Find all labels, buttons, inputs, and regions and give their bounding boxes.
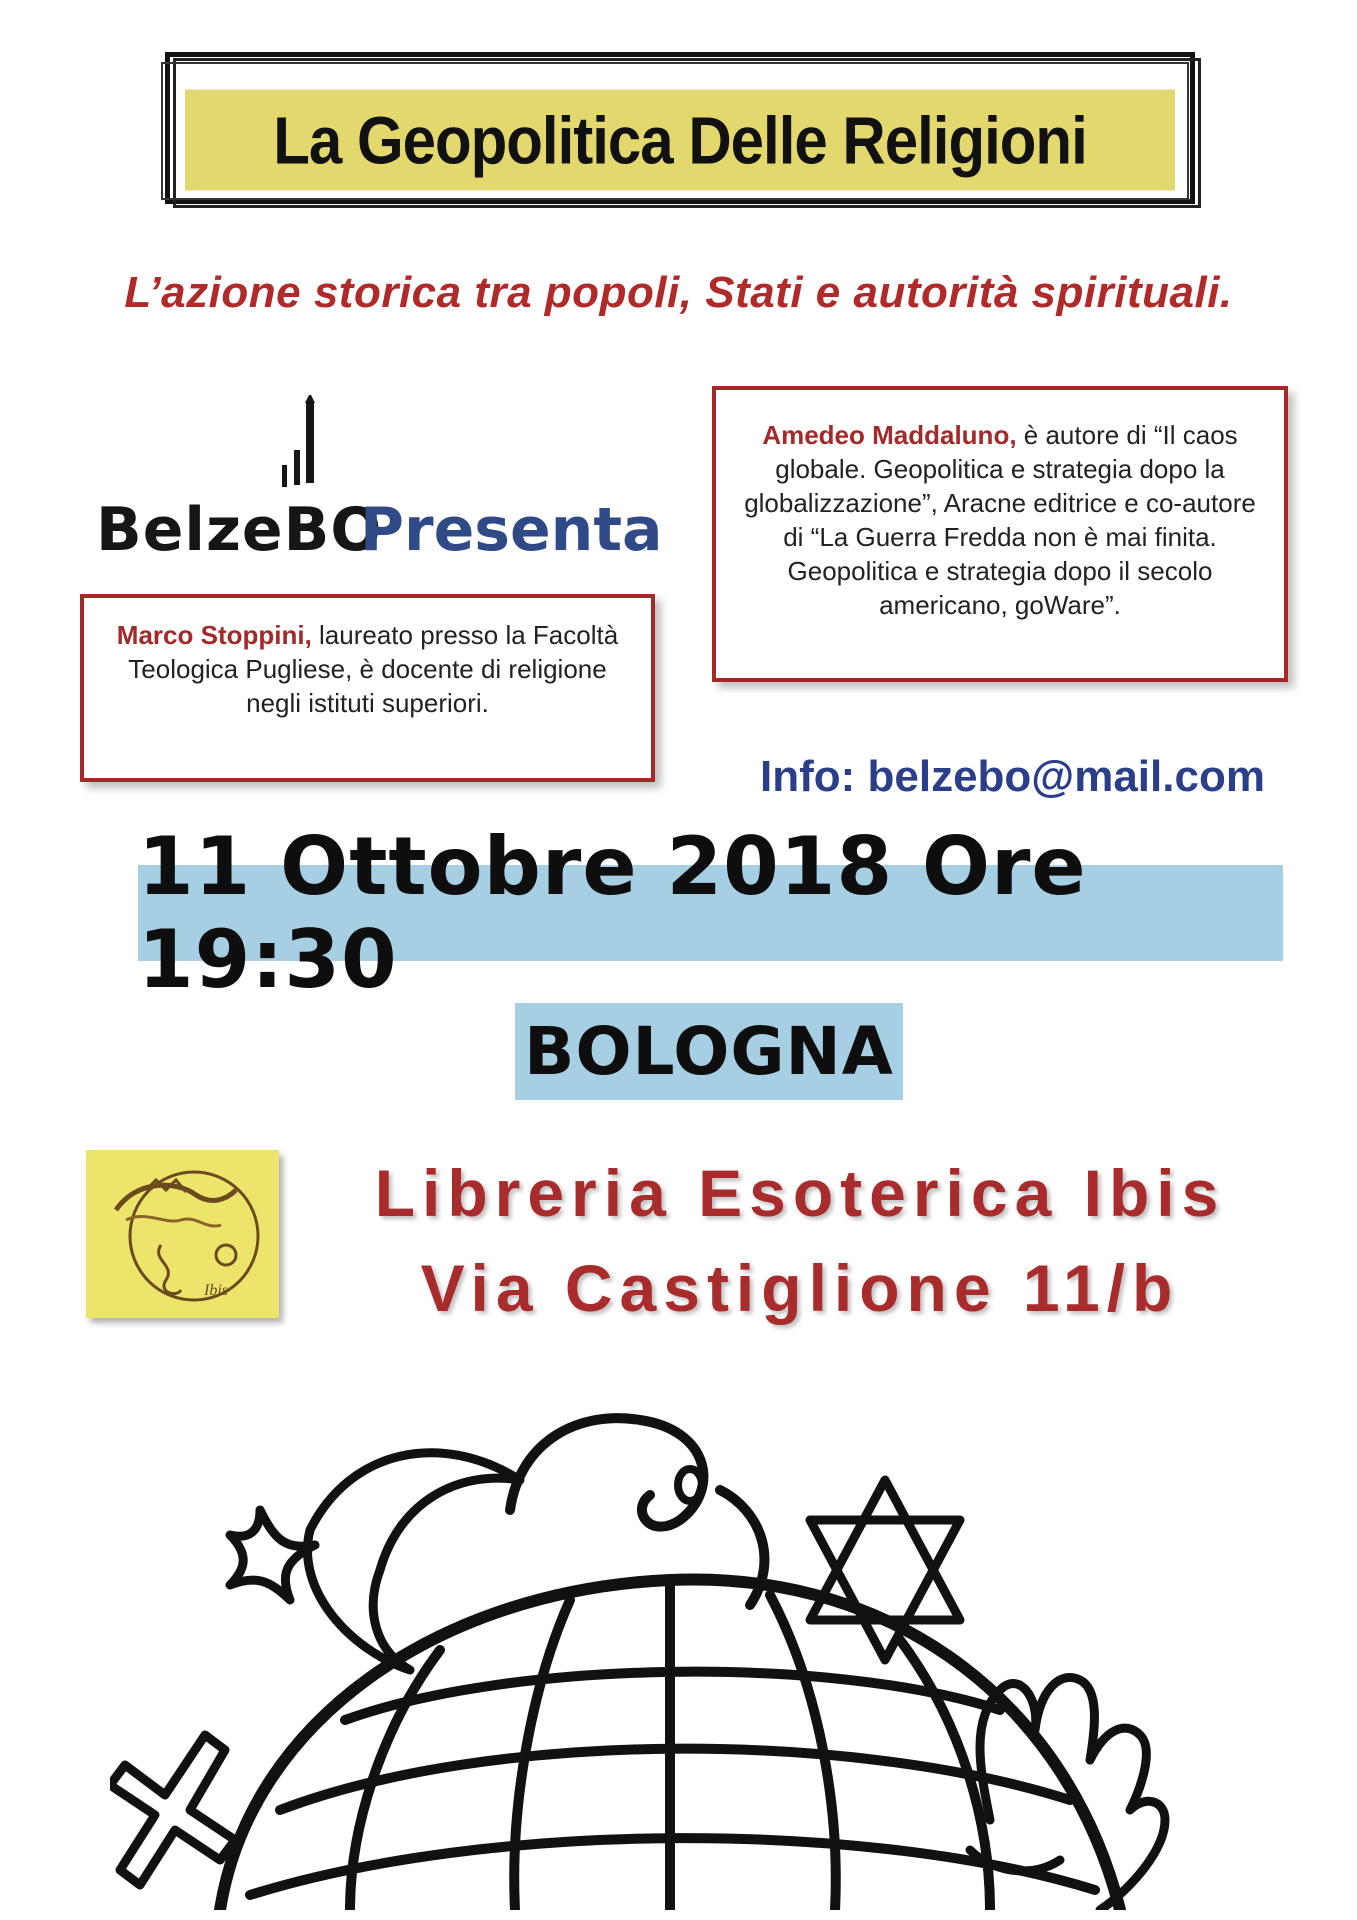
event-city: BOLOGNA [515,1003,903,1100]
crescent-icon [308,1453,520,1670]
ibis-logo-text: Ibis [204,1282,228,1299]
star-of-david-icon [810,1480,960,1660]
speaker-bio-maddaluno [712,386,1288,682]
logo-presenta: Presenta [360,495,663,565]
subtitle: L’azione storica tra popoli, Stati e autorità spirituali. [124,268,1233,317]
ibis-seal-icon [86,1150,279,1318]
four-point-star-icon [230,1510,315,1600]
religions-globe-illustration [110,1390,1250,1910]
venue-name: Libreria Esoterica Ibis [374,1156,1226,1230]
speaker-description: laureato presso la Facoltà Teologica Pugliese, è docente di religione negli istituti superiori. [128,620,619,718]
venue-address: Via Castiglione 11/b [420,1251,1180,1325]
speaker-name: Marco Stoppini, [116,620,312,650]
ibis-logo [86,1150,279,1318]
contact-info: Info: belzebo@mail.com [760,752,1265,801]
speaker-description: è autore di “Il caos globale. Geopolitica e strategia dopo la globalizzazione”, Aracne editrice e co-autore di “La Guerra Fredda non è mai finita. Geopolitica e strategia dopo il secolo americano, goWare”. [744,420,1256,620]
event-date: 11 Ottobre 2018 Ore 19:30 [138,820,1087,1006]
logo-brand: BelzeBO [96,495,383,565]
page-title: La Geopolitica Delle Religioni [185,90,1175,191]
speaker-name: Amedeo Maddaluno, [762,420,1017,450]
speaker-bio-stoppini [80,594,655,782]
cross-icon [110,1735,235,1885]
